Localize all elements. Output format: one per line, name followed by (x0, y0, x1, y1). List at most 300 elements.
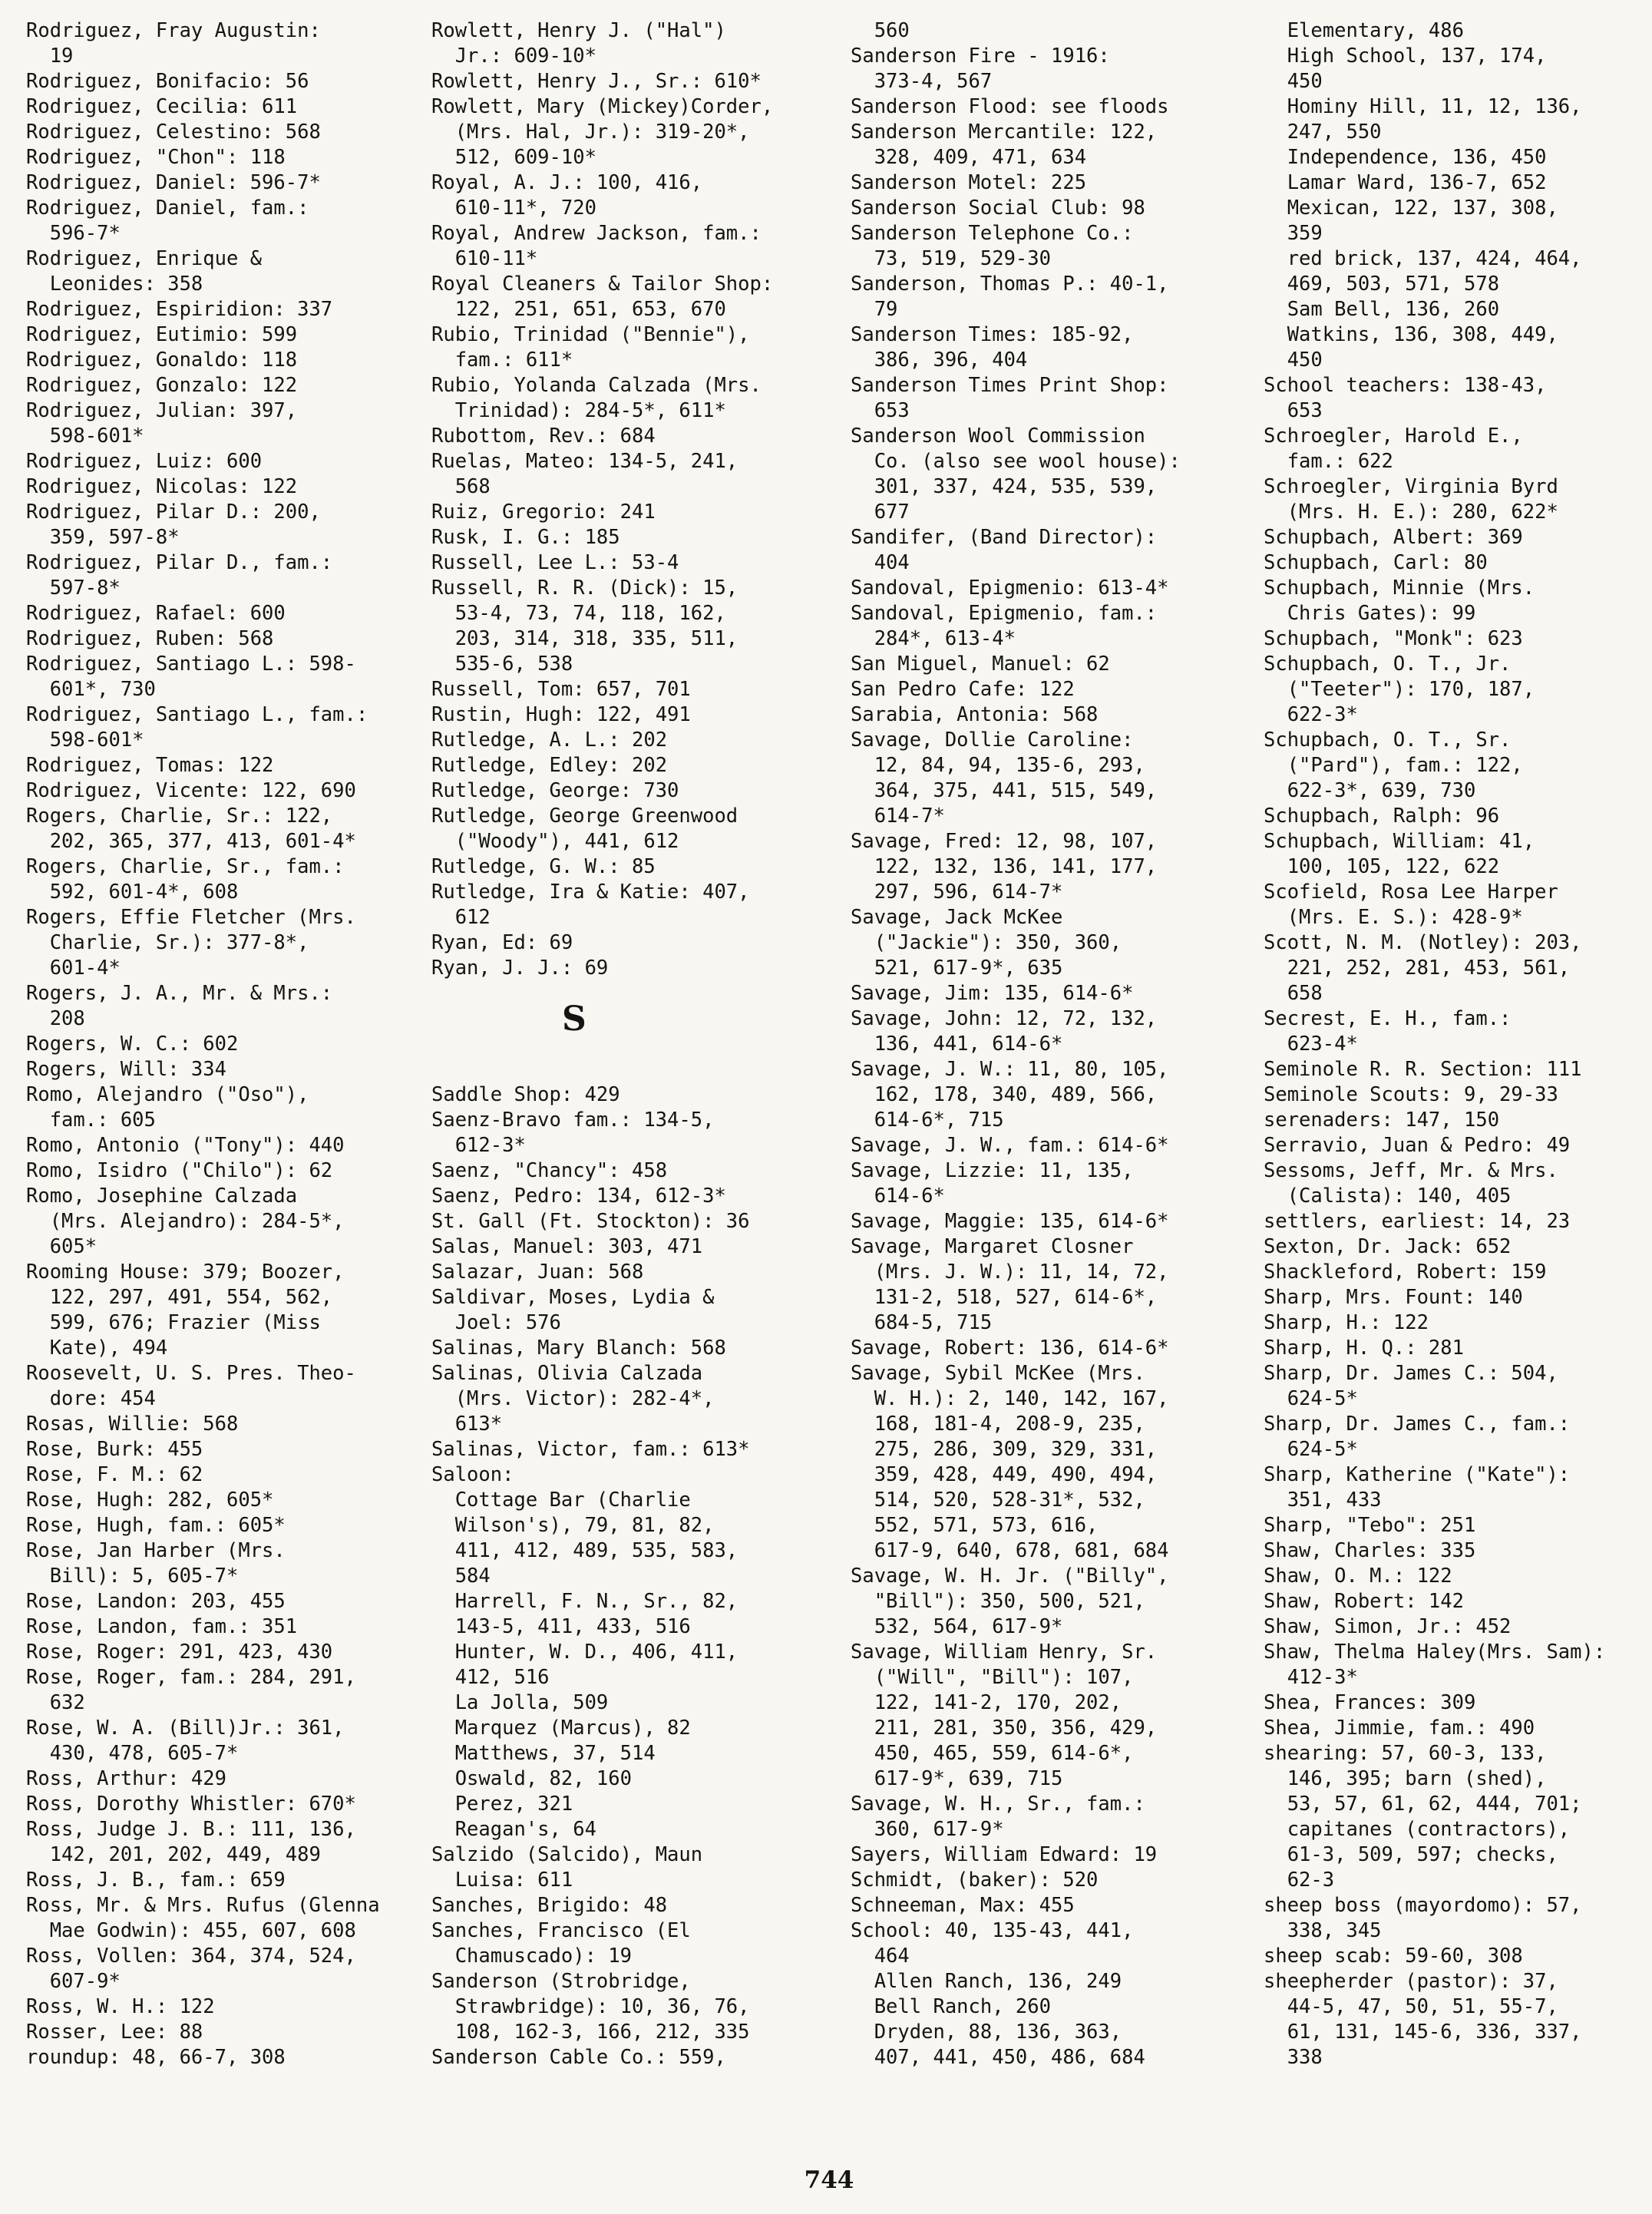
index-line: Watkins, 136, 308, 449, (1264, 323, 1558, 346)
index-line: Sanderson Telephone Co.: (851, 222, 1134, 245)
index-line: Schneeman, Max: 455 (851, 1894, 1075, 1917)
index-line: High School, 137, 174, (1264, 45, 1547, 68)
index-line: Schmidt, (baker): 520 (851, 1869, 1099, 1892)
index-line: 373-4, 567 (851, 70, 993, 93)
index-line: Rosser, Lee: 88 (26, 2021, 203, 2044)
index-line: Chamuscado): 19 (431, 1945, 632, 1968)
index-line: Scott, N. M. (Notley): 203, (1264, 931, 1582, 954)
index-line: 412-3* (1264, 1666, 1358, 1689)
index-line: 430, 478, 605-7* (26, 1742, 239, 1765)
index-line: 632 (26, 1691, 85, 1714)
index-line: Shea, Jimmie, fam.: 490 (1264, 1717, 1535, 1740)
index-line: 521, 617-9*, 635 (851, 957, 1063, 980)
index-line: Cottage Bar (Charlie (431, 1489, 691, 1512)
index-line: 601-4* (26, 957, 121, 980)
index-line: Trinidad): 284-5*, 611* (431, 399, 726, 422)
index-line: Rose, F. M.: 62 (26, 1463, 203, 1486)
index-line: Rubottom, Rev.: 684 (431, 425, 656, 448)
index-line: Salas, Manuel: 303, 471 (431, 1235, 703, 1258)
index-line: Sessoms, Jeff, Mr. & Mrs. (1264, 1159, 1558, 1182)
index-line: Bell Ranch, 260 (851, 1995, 1051, 2018)
index-line: Rodriguez, Pilar D.: 200, (26, 501, 321, 524)
index-line: Savage, Dollie Caroline: (851, 729, 1134, 752)
index-line: 612-3* (431, 1134, 526, 1157)
index-line: Rowlett, Henry J. ("Hal") (431, 19, 726, 42)
index-line: Royal, A. J.: 100, 416, (431, 171, 703, 194)
index-line: Rodriguez, "Chon": 118 (26, 146, 286, 169)
index-line: 407, 441, 450, 486, 684 (851, 2046, 1145, 2069)
index-line: 464 (851, 1945, 910, 1968)
index-line: Sexton, Dr. Jack: 652 (1264, 1235, 1512, 1258)
index-line: Rosas, Willie: 568 (26, 1413, 239, 1436)
index-line: Wilson's), 79, 81, 82, (431, 1514, 715, 1537)
index-line: roundup: 48, 66-7, 308 (26, 2046, 286, 2069)
index-line: Rose, Jan Harber (Mrs. (26, 1539, 286, 1562)
index-line: Sarabia, Antonia: 568 (851, 703, 1099, 726)
index-line: Shaw, Charles: 335 (1264, 1539, 1476, 1562)
index-line: Rodriguez, Santiago L., fam.: (26, 703, 368, 726)
index-line: Sanderson Wool Commission (851, 425, 1145, 448)
index-line: Rodriguez, Daniel: 596-7* (26, 171, 321, 194)
index-line: 653 (1264, 399, 1323, 422)
index-line: 610-11* (431, 247, 538, 270)
index-line: Rogers, Effie Fletcher (Mrs. (26, 906, 356, 929)
index-line: 412, 516 (431, 1666, 550, 1689)
index-line: Strawbridge): 10, 36, 76, (431, 1995, 750, 2018)
index-line: Sanderson Cable Co.: 559, (431, 2046, 726, 2069)
index-line: Rose, Hugh, fam.: 605* (26, 1514, 286, 1537)
index-line: La Jolla, 509 (431, 1691, 609, 1714)
index-line: 613* (431, 1413, 503, 1436)
index-line: 584 (431, 1565, 491, 1588)
index-line: 211, 281, 350, 356, 429, (851, 1717, 1158, 1740)
index-line: Sharp, H. Q.: 281 (1264, 1337, 1464, 1360)
index-line: Savage, Margaret Closner (851, 1235, 1134, 1258)
index-line: 143-5, 411, 433, 516 (431, 1615, 691, 1638)
index-line: 359 (1264, 222, 1323, 245)
index-line: Savage, Jim: 135, 614-6* (851, 982, 1134, 1005)
index-line: Schupbach, O. T., Jr. (1264, 653, 1512, 676)
index-line: 605* (26, 1235, 97, 1258)
index-line: Rodriguez, Enrique & (26, 247, 263, 270)
index-line: 622-3*, 639, 730 (1264, 779, 1476, 802)
index-line: 610-11*, 720 (431, 197, 596, 220)
index-line: Rutledge, G. W.: 85 (431, 855, 656, 878)
index-line: San Pedro Cafe: 122 (851, 678, 1075, 701)
index-line: 624-5* (1264, 1387, 1358, 1410)
index-line: 597-8* (26, 577, 121, 600)
index-line: sheep scab: 59-60, 308 (1264, 1945, 1523, 1968)
index-line: Rodriguez, Gonaldo: 118 (26, 349, 298, 372)
index-line: Rodriguez, Tomas: 122 (26, 754, 274, 777)
index-line: Sharp, H.: 122 (1264, 1311, 1429, 1334)
index-line: Rose, Roger, fam.: 284, 291, (26, 1666, 356, 1689)
index-line: 131-2, 518, 527, 614-6*, (851, 1286, 1158, 1309)
index-line: Sanderson Fire - 1916: (851, 45, 1110, 68)
index-line: Rodriguez, Daniel, fam.: (26, 197, 309, 220)
index-line: Hunter, W. D., 406, 411, (431, 1641, 738, 1664)
index-line: Sanderson Motel: 225 (851, 171, 1087, 194)
index-line: 100, 105, 122, 622 (1264, 855, 1500, 878)
index-line: 301, 337, 424, 535, 539, (851, 475, 1158, 498)
index-line: Rogers, Charlie, Sr., fam.: (26, 855, 345, 878)
index-line: Schupbach, Ralph: 96 (1264, 805, 1500, 828)
index-line: Ross, Arthur: 429 (26, 1767, 226, 1790)
index-line: 684-5, 715 (851, 1311, 993, 1334)
index-line: Rodriguez, Cecilia: 611 (26, 95, 298, 118)
index-line: ("Teeter"): 170, 187, (1264, 678, 1535, 701)
index-line: Rutledge, Ira & Katie: 407, (431, 881, 750, 904)
index-line: Schupbach, William: 41, (1264, 830, 1535, 853)
index-line: Romo, Josephine Calzada (26, 1185, 298, 1208)
index-line: Kate), 494 (26, 1337, 168, 1360)
index-line: (Mrs. H. E.): 280, 622* (1264, 501, 1558, 524)
index-line: Seminole Scouts: 9, 29-33 (1264, 1083, 1558, 1106)
index-line: Sanderson Times: 185-92, (851, 323, 1134, 346)
index-line: 512, 609-10* (431, 146, 596, 169)
index-line: Rodriguez, Julian: 397, (26, 399, 298, 422)
index-line: 202, 365, 377, 413, 601-4* (26, 830, 356, 853)
index-line: Sandoval, Epigmenio: 613-4* (851, 577, 1169, 600)
index-line: Savage, Lizzie: 11, 135, (851, 1159, 1134, 1182)
index-line: 514, 520, 528-31*, 532, (851, 1489, 1145, 1512)
index-line: Saloon: (431, 1463, 514, 1486)
index-line: 208 (26, 1007, 85, 1030)
index-line: (Mrs. E. S.): 428-9* (1264, 906, 1523, 929)
index-line: Ross, Judge J. B.: 111, 136, (26, 1818, 356, 1841)
index-line: Schupbach, Minnie (Mrs. (1264, 577, 1535, 600)
index-line: Sharp, Mrs. Fount: 140 (1264, 1286, 1523, 1309)
index-line: Rodriguez, Celestino: 568 (26, 121, 321, 144)
index-line: 568 (431, 475, 491, 498)
index-line: Co. (also see wool house): (851, 450, 1181, 473)
index-line: 614-6*, 715 (851, 1109, 1004, 1132)
index-line: Rose, Roger: 291, 423, 430 (26, 1641, 333, 1664)
index-line: 162, 178, 340, 489, 566, (851, 1083, 1158, 1106)
index-line: 404 (851, 551, 910, 574)
index-line: Savage, Fred: 12, 98, 107, (851, 830, 1158, 853)
index-line: 122, 297, 491, 554, 562, (26, 1286, 333, 1309)
index-column-2 (431, 18, 773, 2070)
index-line: 386, 396, 404 (851, 349, 1028, 372)
index-line: Rogers, Charlie, Sr.: 122, (26, 805, 333, 828)
index-line: Secrest, E. H., fam.: (1264, 1007, 1512, 1030)
index-line: Rogers, J. A., Mr. & Mrs.: (26, 982, 333, 1005)
index-line: Salzido (Salcido), Maun (431, 1843, 703, 1866)
index-line: Ross, Mr. & Mrs. Rufus (Glenna (26, 1894, 380, 1917)
index-line: Luisa: 611 (431, 1869, 573, 1892)
index-line: sheepherder (pastor): 37, (1264, 1970, 1558, 1993)
index-line: Savage, W. H., Sr., fam.: (851, 1793, 1145, 1816)
index-line: ("Jackie"): 350, 360, (851, 931, 1122, 954)
index-line: Rodriguez, Luiz: 600 (26, 450, 263, 473)
index-line: 79 (851, 298, 898, 321)
index-line: 624-5* (1264, 1438, 1358, 1461)
index-line: Schupbach, Albert: 369 (1264, 526, 1523, 549)
index-line: 44-5, 47, 50, 51, 55-7, (1264, 1995, 1558, 2018)
index-line: Chris Gates): 99 (1264, 602, 1476, 625)
index-line: Rodriguez, Ruben: 568 (26, 627, 274, 650)
index-line: Harrell, F. N., Sr., 82, (431, 1590, 738, 1613)
index-line: Rodriguez, Rafael: 600 (26, 602, 286, 625)
index-line: Savage, William Henry, Sr. (851, 1641, 1158, 1664)
index-line: School teachers: 138-43, (1264, 374, 1547, 397)
index-line: Shaw, Simon, Jr.: 452 (1264, 1615, 1512, 1638)
index-line: St. Gall (Ft. Stockton): 36 (431, 1210, 750, 1233)
index-line: Perez, 321 (431, 1793, 573, 1816)
index-line: Rustin, Hugh: 122, 491 (431, 703, 691, 726)
index-line: W. H.): 2, 140, 142, 167, (851, 1387, 1169, 1410)
index-line: Savage, Jack McKee (851, 906, 1063, 929)
index-line: 552, 571, 573, 616, (851, 1514, 1099, 1537)
index-line: Sharp, Dr. James C.: 504, (1264, 1362, 1558, 1385)
index-line: "Bill"): 350, 500, 521, (851, 1590, 1145, 1613)
index-line: Rodriguez, Santiago L.: 598- (26, 653, 356, 676)
index-line (431, 1057, 773, 1082)
index-line: San Miguel, Manuel: 62 (851, 653, 1110, 676)
index-line: Saddle Shop: 429 (431, 1083, 620, 1106)
index-line: 247, 550 (1264, 121, 1382, 144)
index-line: Savage, John: 12, 72, 132, (851, 1007, 1158, 1030)
index-line: Rutledge, A. L.: 202 (431, 729, 668, 752)
index-line: Rowlett, Mary (Mickey)Corder, (431, 95, 774, 118)
index-line: 62-3 (1264, 1869, 1335, 1892)
index-line: Savage, Robert: 136, 614-6* (851, 1337, 1169, 1360)
index-line: 359, 597-8* (26, 526, 180, 549)
index-column-3 (851, 18, 1181, 2070)
index-line: Mae Godwin): 455, 607, 608 (26, 1919, 356, 1942)
index-line: Schupbach, Carl: 80 (1264, 551, 1488, 574)
index-line: 450, 465, 559, 614-6*, (851, 1742, 1134, 1765)
index-line: Shea, Frances: 309 (1264, 1691, 1476, 1714)
index-line: Seminole R. R. Section: 111 (1264, 1058, 1582, 1081)
index-line: (Mrs. Alejandro): 284-5*, (26, 1210, 345, 1233)
index-line: 617-9*, 639, 715 (851, 1767, 1063, 1790)
index-column-4 (1264, 18, 1605, 2070)
index-line: Rubio, Trinidad ("Bennie"), (431, 323, 750, 346)
index-line: Sandoval, Epigmenio, fam.: (851, 602, 1158, 625)
index-line: Sharp, "Tebo": 251 (1264, 1514, 1476, 1537)
index-line: Rooming House: 379; Boozer, (26, 1261, 345, 1284)
index-line: Savage, W. H. Jr. ("Billy", (851, 1565, 1169, 1588)
index-line: Savage, J. W., fam.: 614-6* (851, 1134, 1169, 1157)
index-line (431, 1032, 773, 1057)
index-line: Rogers, Will: 334 (26, 1058, 226, 1081)
index-line: Matthews, 37, 514 (431, 1742, 656, 1765)
index-line: 19 (26, 45, 74, 68)
index-line: 122, 251, 651, 653, 670 (431, 298, 726, 321)
index-line: (Calista): 140, 405 (1264, 1185, 1512, 1208)
index-line: 12, 84, 94, 135-6, 293, (851, 754, 1145, 777)
index-line: Russell, Lee L.: 53-4 (431, 551, 679, 574)
index-line: capitanes (contractors), (1264, 1818, 1571, 1841)
index-line: serenaders: 147, 150 (1264, 1109, 1500, 1132)
index-line: Serravio, Juan & Pedro: 49 (1264, 1134, 1571, 1157)
index-line: 53, 57, 61, 62, 444, 701; (1264, 1793, 1582, 1816)
index-line: Elementary, 486 (1264, 19, 1464, 42)
index-line: Sanderson Social Club: 98 (851, 197, 1145, 220)
index-line: Ross, Vollen: 364, 374, 524, (26, 1945, 356, 1968)
index-line: (Mrs. J. W.): 11, 14, 72, (851, 1261, 1169, 1284)
index-line: 560 (851, 19, 910, 42)
index-line: 598-601* (26, 425, 144, 448)
index-line: Sanches, Brigido: 48 (431, 1894, 668, 1917)
index-line: Salinas, Victor, fam.: 613* (431, 1438, 750, 1461)
index-line: 297, 596, 614-7* (851, 881, 1063, 904)
index-line: Rodriguez, Fray Augustin: (26, 19, 321, 42)
index-line: Rodriguez, Vicente: 122, 690 (26, 779, 356, 802)
index-line: Oswald, 82, 160 (431, 1767, 632, 1790)
index-line: Schupbach, "Monk": 623 (1264, 627, 1523, 650)
index-line: 221, 252, 281, 453, 561, (1264, 957, 1571, 980)
index-line: Rowlett, Henry J., Sr.: 610* (431, 70, 762, 93)
index-line: dore: 454 (26, 1387, 156, 1410)
index-line: 469, 503, 571, 578 (1264, 273, 1500, 296)
index-line: 108, 162-3, 166, 212, 335 (431, 2021, 750, 2044)
index-line: Schroegler, Virginia Byrd (1264, 475, 1558, 498)
page-number: 744 (804, 2166, 854, 2194)
index-line: 450 (1264, 349, 1323, 372)
index-line: Saldivar, Moses, Lydia & (431, 1286, 715, 1309)
index-line: Shackleford, Robert: 159 (1264, 1261, 1547, 1284)
index-line: fam.: 605 (26, 1109, 156, 1132)
index-line: Rose, W. A. (Bill)Jr.: 361, (26, 1717, 345, 1740)
index-line: fam.: 622 (1264, 450, 1393, 473)
index-line: 617-9, 640, 678, 681, 684 (851, 1539, 1169, 1562)
index-line: 535-6, 538 (431, 653, 573, 676)
index-line: 623-4* (1264, 1033, 1358, 1056)
index-line: 677 (851, 501, 910, 524)
index-line: 338, 345 (1264, 1919, 1382, 1942)
index-line: Sanderson Flood: see floods (851, 95, 1169, 118)
index-line: 284*, 613-4* (851, 627, 1016, 650)
index-line: 592, 601-4*, 608 (26, 881, 239, 904)
index-line: Ross, J. B., fam.: 659 (26, 1869, 286, 1892)
index-line: red brick, 137, 424, 464, (1264, 247, 1582, 270)
index-line: Bill): 5, 605-7* (26, 1565, 239, 1588)
index-line: Romo, Alejandro ("Oso"), (26, 1083, 309, 1106)
index-line: Sharp, Katherine ("Kate"): (1264, 1463, 1571, 1486)
index-line: Savage, J. W.: 11, 80, 105, (851, 1058, 1169, 1081)
index-line: Royal Cleaners & Tailor Shop: (431, 273, 774, 296)
index-line: Ryan, Ed: 69 (431, 931, 573, 954)
index-line: 61, 131, 145-6, 336, 337, (1264, 2021, 1582, 2044)
index-line: Saenz, "Chancy": 458 (431, 1159, 668, 1182)
index-column-1 (26, 18, 380, 2070)
index-line: School: 40, 135-43, 441, (851, 1919, 1134, 1942)
index-line: Salazar, Juan: 568 (431, 1261, 644, 1284)
index-line: 122, 141-2, 170, 202, (851, 1691, 1122, 1714)
index-line: Lamar Ward, 136-7, 652 (1264, 171, 1547, 194)
index-line: Ross, W. H.: 122 (26, 1995, 215, 2018)
index-line: Rutledge, George Greenwood (431, 805, 738, 828)
index-line: Rutledge, Edley: 202 (431, 754, 668, 777)
index-line: 61-3, 509, 597; checks, (1264, 1843, 1558, 1866)
index-line: 359, 428, 449, 490, 494, (851, 1463, 1158, 1486)
index-line: Salinas, Olivia Calzada (431, 1362, 703, 1385)
index-line: Sam Bell, 136, 260 (1264, 298, 1500, 321)
index-line: Reagan's, 64 (431, 1818, 596, 1841)
index-line: Rose, Burk: 455 (26, 1438, 203, 1461)
index-line: 351, 433 (1264, 1489, 1382, 1512)
index-line: 450 (1264, 70, 1323, 93)
index-line: 142, 201, 202, 449, 489 (26, 1843, 321, 1866)
index-line: Sharp, Dr. James C., fam.: (1264, 1413, 1571, 1436)
index-line: Hominy Hill, 11, 12, 136, (1264, 95, 1582, 118)
index-line: Sanderson, Thomas P.: 40-1, (851, 273, 1169, 296)
index-line: Royal, Andrew Jackson, fam.: (431, 222, 762, 245)
index-line: Salinas, Mary Blanch: 568 (431, 1337, 726, 1360)
index-line: Rodriguez, Gonzalo: 122 (26, 374, 298, 397)
index-line: Ryan, J. J.: 69 (431, 957, 609, 980)
index-line: 364, 375, 441, 515, 549, (851, 779, 1158, 802)
index-line: Schupbach, O. T., Sr. (1264, 729, 1512, 752)
index-line: Rose, Landon, fam.: 351 (26, 1615, 298, 1638)
index-line: Savage, Sybil McKee (Mrs. (851, 1362, 1145, 1385)
index-line: 360, 617-9* (851, 1818, 1004, 1841)
index-line: fam.: 611* (431, 349, 573, 372)
index-line: Independence, 136, 450 (1264, 146, 1547, 169)
index-line: 658 (1264, 982, 1323, 1005)
index-line: Russell, R. R. (Dick): 15, (431, 577, 738, 600)
index-line: 607-9* (26, 1970, 121, 1993)
index-line: settlers, earliest: 14, 23 (1264, 1210, 1571, 1233)
index-line: ("Will", "Bill"): 107, (851, 1666, 1134, 1689)
index-line: 532, 564, 617-9* (851, 1615, 1063, 1638)
index-line: Saenz-Bravo fam.: 134-5, (431, 1109, 715, 1132)
index-line: Leonides: 358 (26, 273, 203, 296)
index-line: shearing: 57, 60-3, 133, (1264, 1742, 1547, 1765)
index-line: Sanderson Times Print Shop: (851, 374, 1169, 397)
index-line: Rubio, Yolanda Calzada (Mrs. (431, 374, 762, 397)
index-line: Sanches, Francisco (El (431, 1919, 691, 1942)
index-line: Shaw, Thelma Haley(Mrs. Sam): (1264, 1641, 1606, 1664)
index-line: sheep boss (mayordomo): 57, (1264, 1894, 1582, 1917)
index-line: Schroegler, Harold E., (1264, 425, 1523, 448)
index-line: Dryden, 88, 136, 363, (851, 2021, 1122, 2044)
index-line: 601*, 730 (26, 678, 156, 701)
index-line: 146, 395; barn (shed), (1264, 1767, 1547, 1790)
index-line: (Mrs. Victor): 282-4*, (431, 1387, 715, 1410)
index-line: 622-3* (1264, 703, 1358, 726)
index-line: Joel: 576 (431, 1311, 561, 1334)
index-line: Ross, Dorothy Whistler: 670* (26, 1793, 356, 1816)
index-line: 612 (431, 906, 491, 929)
index-line: Rutledge, George: 730 (431, 779, 679, 802)
index-line: Romo, Isidro ("Chilo"): 62 (26, 1159, 333, 1182)
section-letter-heading: S (562, 1000, 586, 1039)
index-line: 614-7* (851, 805, 945, 828)
index-line: Rodriguez, Eutimio: 599 (26, 323, 298, 346)
index-line: Ruelas, Mateo: 134-5, 241, (431, 450, 738, 473)
index-line: 168, 181-4, 208-9, 235, (851, 1413, 1145, 1436)
index-line: Shaw, O. M.: 122 (1264, 1565, 1452, 1588)
index-line: Jr.: 609-10* (431, 45, 596, 68)
index-line: Saenz, Pedro: 134, 612-3* (431, 1185, 726, 1208)
index-line: 275, 286, 309, 329, 331, (851, 1438, 1158, 1461)
index-line: Rodriguez, Pilar D., fam.: (26, 551, 333, 574)
index-line: 73, 519, 529-30 (851, 247, 1051, 270)
index-line: Allen Ranch, 136, 249 (851, 1970, 1122, 1993)
index-line: Rose, Landon: 203, 455 (26, 1590, 286, 1613)
index-line: 203, 314, 318, 335, 511, (431, 627, 738, 650)
index-line: Rusk, I. G.: 185 (431, 526, 620, 549)
index-line: ("Woody"), 441, 612 (431, 830, 679, 853)
index-line: Charlie, Sr.): 377-8*, (26, 931, 309, 954)
index-line: Scofield, Rosa Lee Harper (1264, 881, 1558, 904)
index-line: Romo, Antonio ("Tony"): 440 (26, 1134, 345, 1157)
index-line: Sandifer, (Band Director): (851, 526, 1158, 549)
